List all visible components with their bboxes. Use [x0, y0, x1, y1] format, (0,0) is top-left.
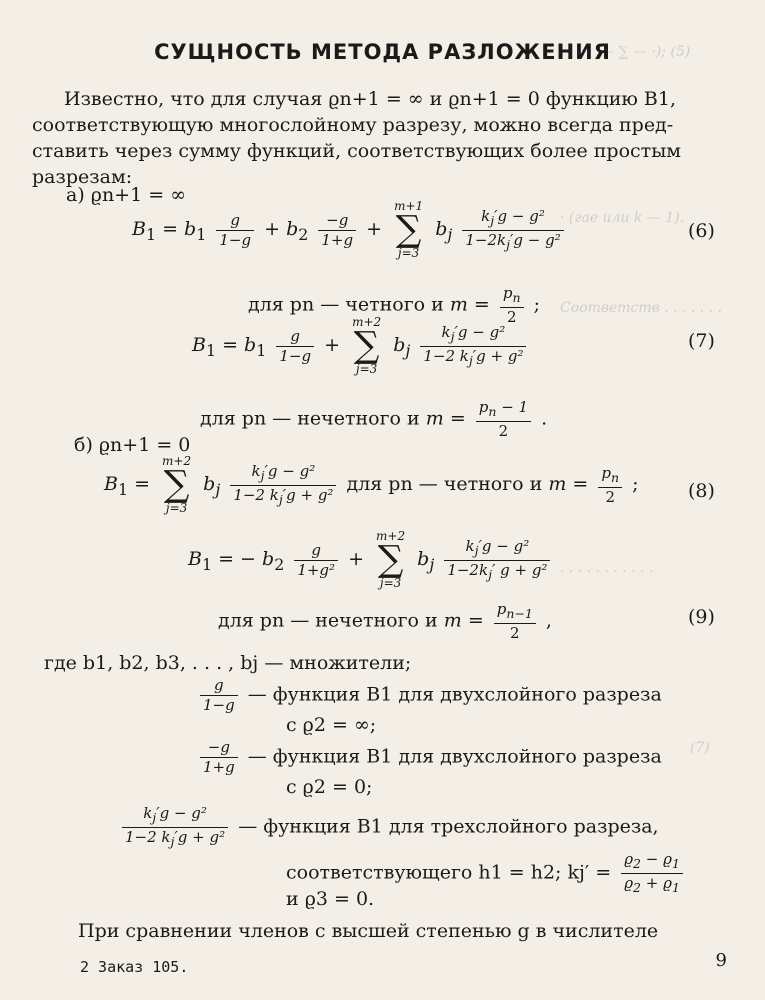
condition-text: для pn — нечетного и [218, 609, 438, 632]
fraction: $\frac{-g}{1+g}$ [318, 211, 356, 250]
fraction: $\frac{k_j'g - g^2}{1-2k_j'g - g^2}$ [462, 207, 563, 254]
equation-8: $B_1$ = m+2 ∑ j=3 $b_j$ $\frac{k_j'g - g^2}{1-2 k_j'g + g^2}$ для pn — четного и m = $\frac{p_n}{2}$ ; [104, 454, 639, 515]
page-number: 9 [715, 950, 727, 971]
equation-number-6: (6) [688, 220, 715, 242]
sum-symbol: m+2 ∑ j=3 [162, 454, 192, 515]
condition-7: для pn — нечетного и m = $\frac{p_n - 1}{2}$ . [200, 398, 548, 440]
fraction: $\frac{k_j'g - g^2}{1-2 k_j'g + g^2}$ [230, 462, 336, 509]
intro-paragraph [32, 86, 722, 190]
show-through-text: (7) [690, 740, 710, 756]
sum-symbol: m+1 ∑ j=3 [394, 199, 424, 260]
condition-6: для pn — четного и m = $\frac{p_n}{2}$ ; [248, 284, 540, 326]
show-through-text: Соответств . . . . . . . [560, 300, 723, 316]
condition-text: для pn — нечетного и [200, 407, 420, 430]
fraction: $\frac{p_n}{2}$ [598, 464, 622, 507]
fraction: $\frac{p_{n-1}}{2}$ [494, 600, 536, 643]
where-term-2 [196, 738, 662, 777]
equation-6: $B_1 = b_1$ $\frac{g}{1-g}$ + $b_2$ $\frac{-g}{1+g}$ + m+1 ∑ j=3 $b_j$ $\frac{k_j'g - g^2}{1-2k_j'g - g^2}$ [132, 200, 568, 260]
fraction: $\frac{-g}{1+g}$ [200, 738, 238, 777]
fraction: $\frac{g}{1-g}$ [276, 327, 314, 366]
equation-number-8: (8) [688, 480, 715, 502]
where-term-3 [118, 804, 659, 851]
fraction: $\frac{g}{1-g}$ [200, 676, 238, 715]
equation-number-7: (7) [688, 330, 715, 352]
where-term-3-end: и ϱ3 = 0. [286, 888, 375, 910]
case-a-label: а) ϱn+1 = ∞ [66, 184, 187, 206]
intro-line-2: соответствующую многослойному разрезу, можно всегда пред- [32, 114, 674, 136]
show-through-text: · (гае или k — 1). [560, 210, 685, 226]
intro-line-3: ставить через сумму функций, соответствующих более простым [32, 140, 682, 162]
equation-number-9: (9) [688, 606, 715, 628]
fraction: $\frac{k_j'g - g^2}{1-2 k_j'g + g^2}$ [122, 804, 228, 851]
where-lead: где b1, b2, b3, . . . , bj — множители; [44, 652, 412, 674]
condition-9: для pn — нечетного и m = $\frac{p_{n-1}}{2}$ , [218, 600, 552, 642]
where-term-3-text: — функция B1 для трехслойного разреза, [238, 815, 659, 838]
intro-line-1: Известно, что для случая ϱn+1 = ∞ и ϱn+1 = 0 функцию B1, [64, 88, 677, 110]
fraction: $\frac{k_j'g - g^2}{1-2k_j' g + g^2}$ [444, 537, 550, 584]
case-b-label: б) ϱn+1 = 0 [74, 434, 191, 456]
page-title: СУЩНОСТЬ МЕТОДА РАЗЛОЖЕНИЯ [154, 40, 611, 64]
where-term-1-text: — функция B1 для двухслойного разреза [247, 683, 662, 706]
condition-text: для pn — четного и [248, 293, 444, 316]
fraction: $\frac{p_n}{2}$ [500, 284, 524, 327]
fraction: $\frac{g}{1-g}$ [216, 211, 254, 250]
where-term-2-cont: с ϱ2 = 0; [286, 776, 373, 798]
condition-8: для pn — четного и [346, 473, 543, 495]
fraction: $\frac{p_n - 1}{2}$ [476, 398, 531, 441]
intro-line-4: разрезам: [32, 166, 133, 188]
equation-7: $B_1 = b_1$ $\frac{g}{1-g}$ + m+2 ∑ j=3 $b_j$ $\frac{k_j'g - g^2}{1-2 k_j'g + g^2}$ [192, 316, 530, 376]
fraction: $\frac{k_j'g - g^2}{1-2 k_j'g + g^2}$ [420, 323, 526, 370]
where-term-1-cont: с ϱ2 = ∞; [286, 714, 377, 736]
fraction: $\frac{ϱ_2 - ϱ_1}{ϱ_2 + ϱ_1}$ [621, 850, 683, 897]
equation-9: $B_1$ = − $b_2$ $\frac{g}{\text{1+g²}}$ + m+2 ∑ j=3 $b_j$ $\frac{k_j'g - g^2}{1-2k_j' g + g^2}$ [188, 530, 554, 590]
sum-symbol: m+2 ∑ j=3 [352, 315, 382, 376]
footer-order: 2 Заказ 105. [80, 958, 189, 976]
closing-line: При сравнении членов с высшей степенью g в числителе [78, 920, 659, 942]
where-term-1 [196, 676, 662, 715]
show-through-text: — ∑ — ·); (5) [600, 44, 691, 60]
where-term-2-text: — функция B1 для двухслойного разреза [247, 745, 662, 768]
sum-symbol: m+2 ∑ j=3 [376, 529, 406, 590]
show-through-text: . . . . . . . . . . . [560, 560, 654, 576]
where-term-3-text-b: соответствующего h1 = h2; kj′ = [286, 861, 612, 884]
fraction: $\frac{g}{\text{1+g²}}$ [294, 541, 338, 580]
